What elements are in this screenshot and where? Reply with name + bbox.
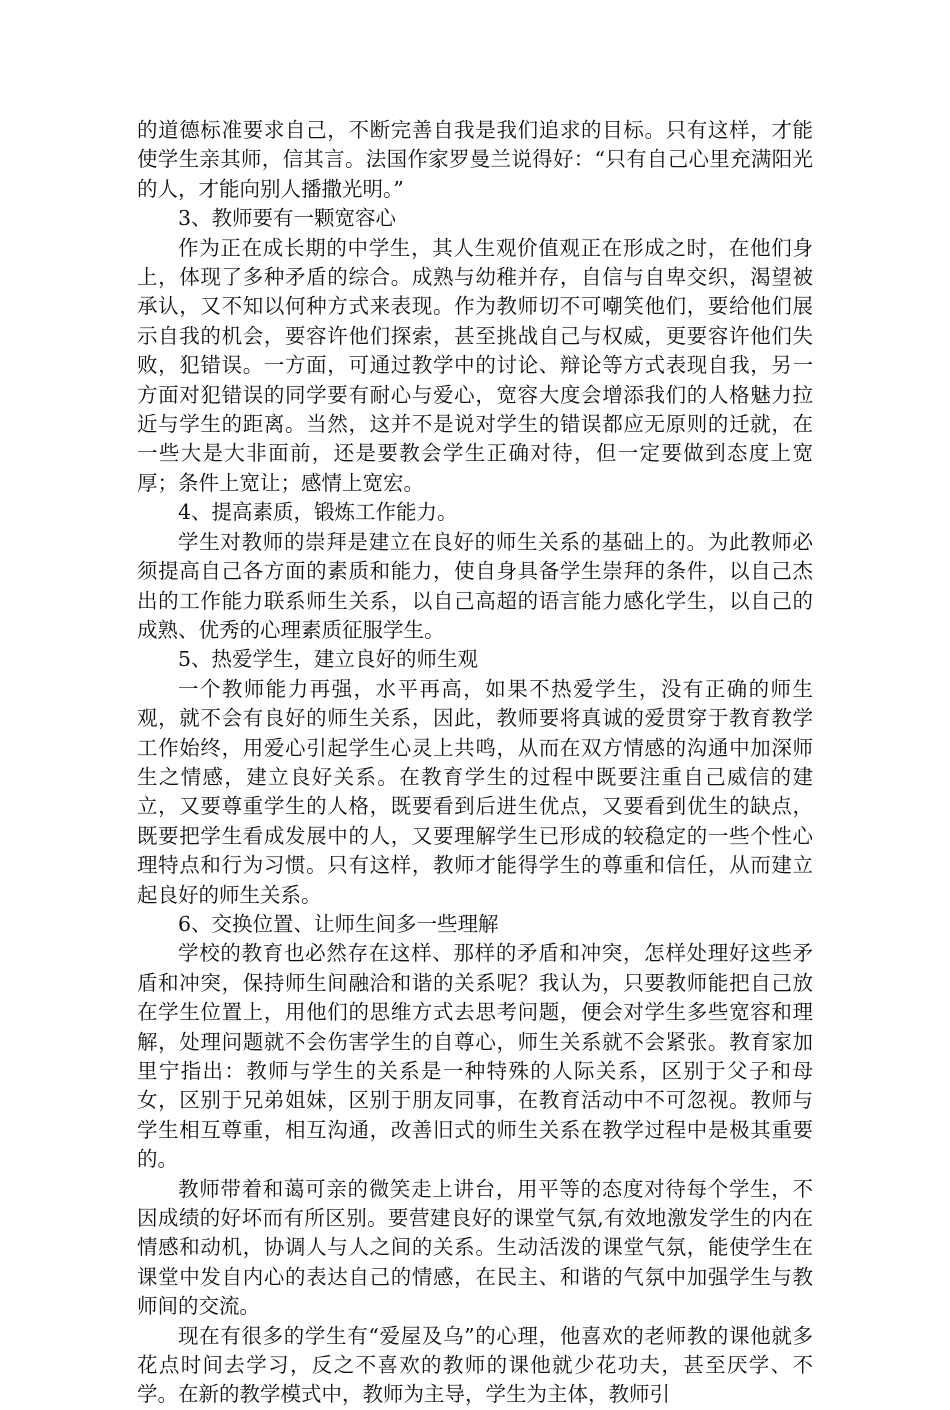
- heading-5-love-students: 5、热爱学生，建立良好的师生观: [178, 647, 479, 672]
- paragraph-tolerance: 作为正在成长期的中学生，其人生观价值观正在形成之时，在他们身上，体现了多种矛盾的综合。成熟与幼稚并存，自信与自卑交织，渴望被承认，又不知以何种方式来表现。作为教师切不可嘲笑他们，要给他们展示自我的机会，要容许他们探索，甚至挑战自己与权威，更要容许他们失败，犯错误。一方面，可通过教学中的讨论、辩论等方式表现自我，另一方面对犯错误的同学要有耐心与爱心，宽容大度会增添我们的人格魅力拉近与学生的距离。当然，这并不是说对学生的错误都应无原则的迁就，在一些大是大非面前，还是要教会学生正确对待，但一定要做到态度上宽厚；条件上宽让；感情上宽宏。: [137, 235, 813, 495]
- document-body: [137, 116, 813, 1410]
- heading-6-understanding: 6、交换位置、让师生间多一些理解: [178, 911, 499, 936]
- paragraph-continuation: 的道德标准要求自己，不断完善自我是我们追求的目标。只有这样，才能使学生亲其师，信其言。法国作家罗曼兰说得好：“只有自己心里充满阳光的人，才能向别人播撒光明。”: [137, 118, 813, 201]
- heading-4-quality: 4、提高素质，锻炼工作能力。: [178, 500, 458, 525]
- heading-3-tolerance: 3、教师要有一颗宽容心: [178, 206, 397, 231]
- paragraph-love-students: 一个教师能力再强，水平再高，如果不热爱学生，没有正确的师生观，就不会有良好的师生关系，因此，教师要将真诚的爱贯穿于教育教学工作始终，用爱心引起学生心灵上共鸣，从而在双方情感的沟通中加深师生之情感，建立良好关系。在教育学生的过程中既要注重自己威信的建立，又要尊重学生的人格，既要看到后进生优点，又要看到优生的缺点，既要把学生看成发展中的人，又要理解学生已形成的较稳定的一些个性心理特点和行为习惯。只有这样，教师才能得学生的尊重和信任，从而建立起良好的师生关系。: [137, 676, 813, 907]
- paragraph-student-preference: 现在有很多的学生有“爱屋及乌”的心理，他喜欢的老师教的课他就多花点时间去学习，反之不喜欢的教师的课他就少花功夫，甚至厌学、不学。在新的教学模式中，教师为主导，学生为主体，教师引: [137, 1323, 813, 1407]
- paragraph-classroom-atmosphere: 教师带着和蔼可亲的微笑走上讲台，用平等的态度对待每个学生，不因成绩的好坏而有所区别。要营建良好的课堂气氛,有效地激发学生的内在情感和动机，协调人与人之间的关系。生动活泼的课堂气氛，能使学生在课堂中发自内心的表达自己的情感，在民主、和谐的气氛中加强学生与教师间的交流。: [137, 1176, 813, 1319]
- paragraph-understanding: 学校的教育也必然存在这样、那样的矛盾和冲突，怎样处理好这些矛盾和冲突，保持师生间融洽和谐的关系呢？我认为，只要教师能把自己放在学生位置上，用他们的思维方式去思考问题，便会对学生多些宽容和理解，处理问题就不会伤害学生的自尊心，师生关系就不会紧张。教育家加里宁指出：教师与学生的关系是一种特殊的人际关系，区别于父子和母女，区别于兄弟姐妹，区别于朋友同事，在教育活动中不可忽视。教师与学生相互尊重，相互沟通，改善旧式的师生关系在教学过程中是极其重要的。: [137, 941, 813, 1172]
- paragraph-quality: 学生对教师的崇拜是建立在良好的师生关系的基础上的。为此教师必须提高自己各方面的素质和能力，使自身具备学生崇拜的条件，以自己杰出的工作能力联系师生关系，以自己高超的语言能力感化学生，以自己的成熟、优秀的心理素质征服学生。: [137, 529, 813, 642]
